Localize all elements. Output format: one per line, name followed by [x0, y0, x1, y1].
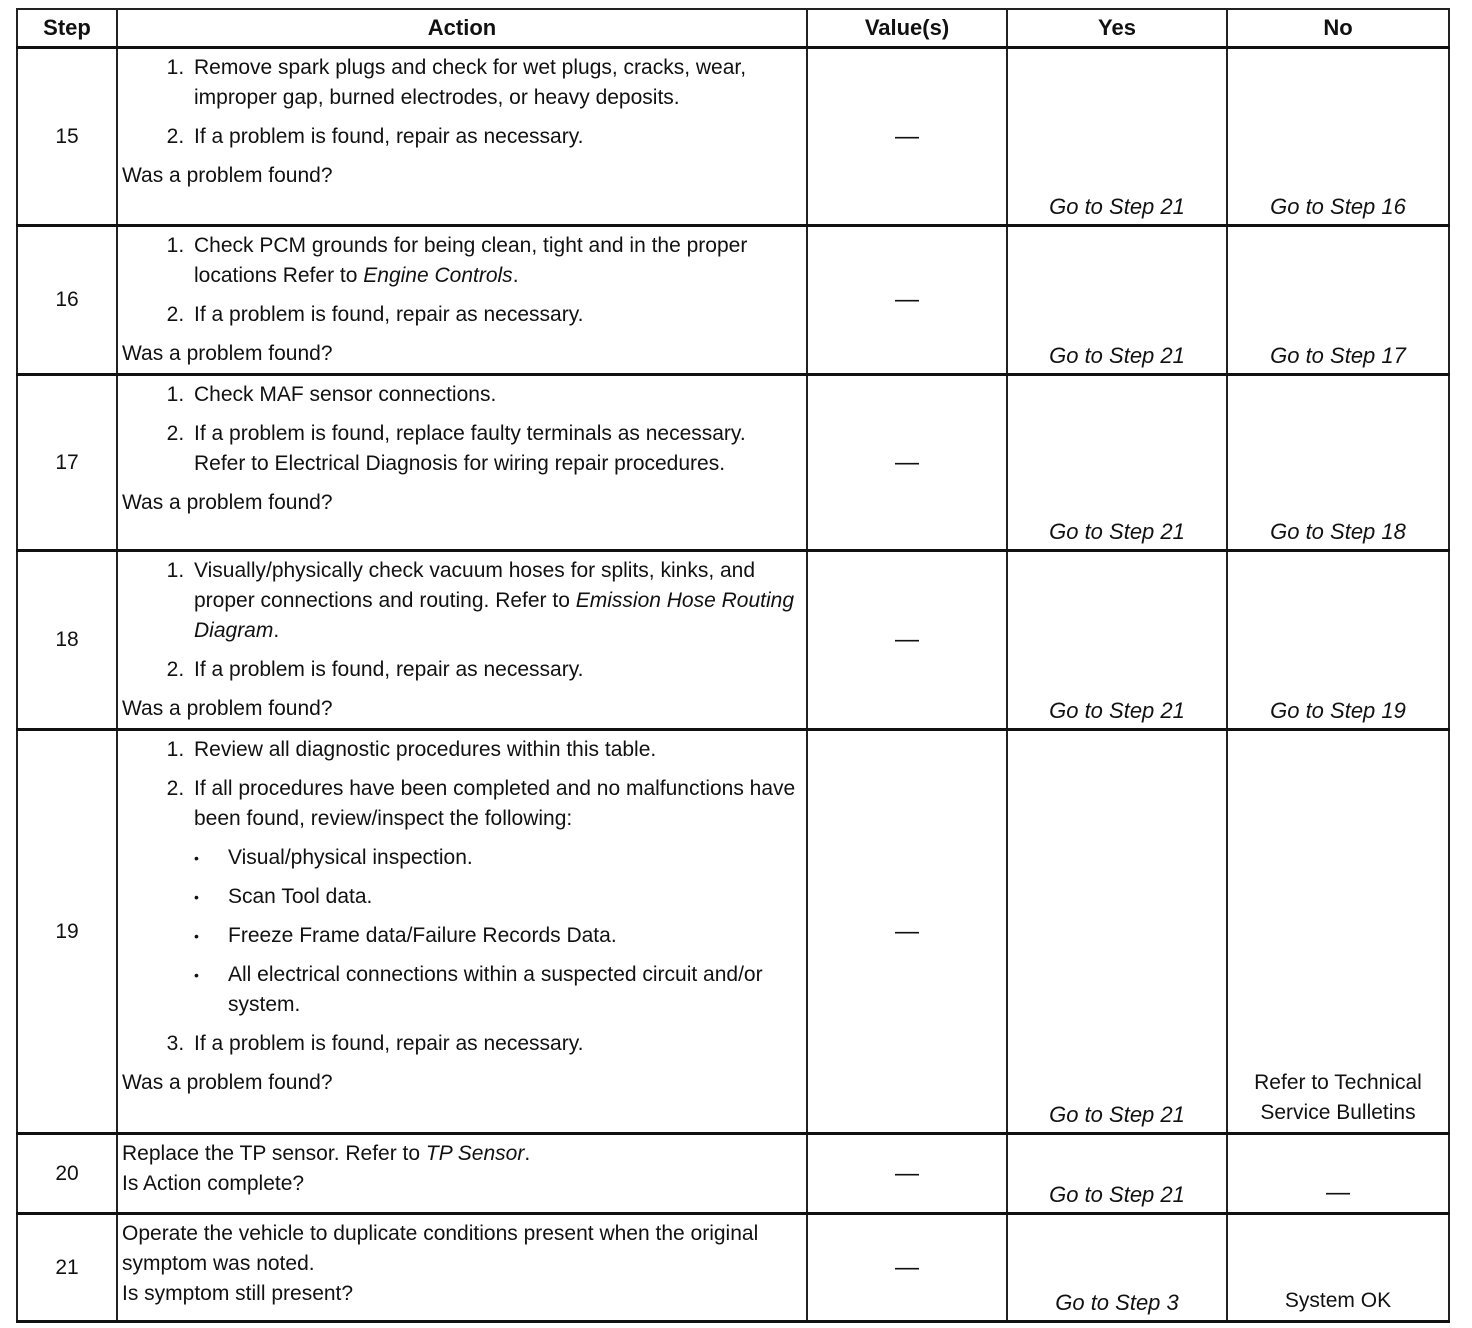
action-step: [190, 300, 800, 330]
header-no: No: [1227, 9, 1449, 48]
action-text: [122, 1219, 800, 1279]
no-goto: Refer to Technical Service Bulletins: [1254, 1071, 1422, 1124]
step-number: 16: [17, 226, 117, 375]
value-cell: —: [807, 551, 1007, 730]
yes-cell: [1007, 551, 1227, 730]
action-step-text: Check MAF sensor connections.: [194, 383, 497, 406]
value-cell: —: [807, 1214, 1007, 1322]
table-row: [17, 1214, 1449, 1322]
action-cell: [117, 226, 807, 375]
action-cell: [117, 730, 807, 1134]
action-cell: [117, 551, 807, 730]
header-row: [17, 9, 1449, 48]
action-cell: [117, 1134, 807, 1214]
action-step: [190, 122, 800, 152]
action-cell: [117, 1214, 807, 1322]
action-question: Was a problem found?: [122, 697, 333, 720]
step-number: 18: [17, 551, 117, 730]
action-step-text: If a problem is found, repair as necessary.: [194, 303, 584, 326]
action-step: [190, 556, 800, 646]
step-number: 15: [17, 48, 117, 226]
action-step: [190, 231, 800, 291]
table-row: [17, 48, 1449, 226]
table-row: [17, 1134, 1449, 1214]
header-action: Action: [117, 9, 807, 48]
yes-cell: [1007, 730, 1227, 1134]
action-step: [190, 655, 800, 685]
step-number: 20: [17, 1134, 117, 1214]
no-cell: [1227, 730, 1449, 1134]
action-question: Was a problem found?: [122, 1071, 333, 1094]
action-step-text: If all procedures have been completed and no malfunctions have been found, review/inspect the following:: [194, 777, 796, 830]
action-cell: [117, 375, 807, 551]
value-cell: —: [807, 226, 1007, 375]
no-cell: [1227, 375, 1449, 551]
table-row: [17, 730, 1449, 1134]
yes-goto: Go to Step 21: [1049, 698, 1185, 723]
no-cell: [1227, 1134, 1449, 1214]
action-text: Operate the vehicle to duplicate conditions present when the original symptom was noted.: [122, 1222, 759, 1275]
action-steps-list: [122, 380, 800, 479]
no-goto: Go to Step 18: [1270, 519, 1406, 544]
yes-cell: [1007, 48, 1227, 226]
no-goto: —: [1326, 1179, 1350, 1206]
no-cell: [1227, 551, 1449, 730]
table-row: [17, 551, 1449, 730]
action-step-text: Check PCM grounds for being clean, tight and in the proper locations Refer to: [194, 234, 748, 287]
action-step: [190, 735, 800, 765]
action-step-text: If a problem is found, repair as necessary.: [194, 658, 584, 681]
action-question: Was a problem found?: [122, 491, 333, 514]
bullet-item: • Visual/physical inspection.: [224, 843, 800, 873]
action-steps-list: [122, 53, 800, 152]
action-steps-list: [122, 735, 800, 1059]
table-body: [17, 48, 1449, 1322]
header-step: Step: [17, 9, 117, 48]
no-goto: Go to Step 17: [1270, 343, 1406, 368]
action-step: [190, 774, 800, 1020]
diagnostic-table: [16, 8, 1450, 1323]
action-step-text: If a problem is found, repair as necessary.: [194, 125, 584, 148]
action-step-text: If a problem is found, repair as necessary.: [194, 1032, 584, 1055]
yes-cell: [1007, 375, 1227, 551]
inspection-bullets: [194, 843, 800, 1020]
action-text: .: [524, 1142, 531, 1165]
yes-cell: [1007, 1134, 1227, 1214]
action-step-text: Engine Controls: [363, 264, 513, 287]
no-cell: [1227, 48, 1449, 226]
bullet-item: • All electrical connections within a suspected circuit and/or system.: [224, 960, 800, 1020]
bullet-item: • Freeze Frame data/Failure Records Data.: [224, 921, 800, 951]
yes-goto: Go to Step 3: [1055, 1290, 1179, 1315]
yes-cell: [1007, 1214, 1227, 1322]
action-question: Is Action complete?: [122, 1172, 305, 1195]
value-cell: —: [807, 48, 1007, 226]
bullet-item: • Scan Tool data.: [224, 882, 800, 912]
action-step-text: Visually/physically check vacuum hoses for splits, kinks, and proper connections and routing. Refer to: [194, 559, 756, 612]
action-step: [190, 380, 800, 410]
action-text: [122, 1139, 800, 1169]
step-number: 21: [17, 1214, 117, 1322]
action-cell: [117, 48, 807, 226]
no-cell: [1227, 226, 1449, 375]
yes-goto: Go to Step 21: [1049, 194, 1185, 219]
yes-goto: Go to Step 21: [1049, 519, 1185, 544]
no-goto: Go to Step 16: [1270, 194, 1406, 219]
yes-cell: [1007, 226, 1227, 375]
action-text: TP Sensor: [425, 1142, 525, 1165]
value-cell: —: [807, 730, 1007, 1134]
step-number: 17: [17, 375, 117, 551]
no-goto: Go to Step 19: [1270, 698, 1406, 723]
header-yes: Yes: [1007, 9, 1227, 48]
value-cell: —: [807, 375, 1007, 551]
no-goto: System OK: [1284, 1289, 1392, 1312]
action-step: [190, 419, 800, 479]
action-step-text: Review all diagnostic procedures within this table.: [194, 738, 657, 761]
yes-goto: Go to Step 21: [1049, 343, 1185, 368]
action-step-text: Remove spark plugs and check for wet plugs, cracks, wear, improper gap, burned electrodes, or heavy deposits.: [194, 56, 747, 109]
action-question: Was a problem found?: [122, 342, 333, 365]
value-cell: —: [807, 1134, 1007, 1214]
step-number: 19: [17, 730, 117, 1134]
yes-goto: Go to Step 21: [1049, 1182, 1185, 1207]
action-steps-list: [122, 231, 800, 330]
table-row: [17, 375, 1449, 551]
no-cell: [1227, 1214, 1449, 1322]
action-question: Was a problem found?: [122, 164, 333, 187]
action-step-text: .: [512, 264, 519, 287]
yes-goto: Go to Step 21: [1049, 1102, 1185, 1127]
action-step-text: Emission Hose Routing Diagram: [194, 589, 794, 642]
action-steps-list: [122, 556, 800, 685]
action-step-text: If a problem is found, replace faulty terminals as necessary. Refer to Electrical Diagnosis for wiring repair procedures.: [194, 422, 746, 475]
table-row: [17, 226, 1449, 375]
action-text: Replace the TP sensor. Refer to: [122, 1142, 426, 1165]
action-step: [190, 53, 800, 113]
header-values: Value(s): [807, 9, 1007, 48]
action-step-text: .: [273, 619, 280, 642]
action-step: [190, 1029, 800, 1059]
action-question: Is symptom still present?: [122, 1282, 354, 1305]
